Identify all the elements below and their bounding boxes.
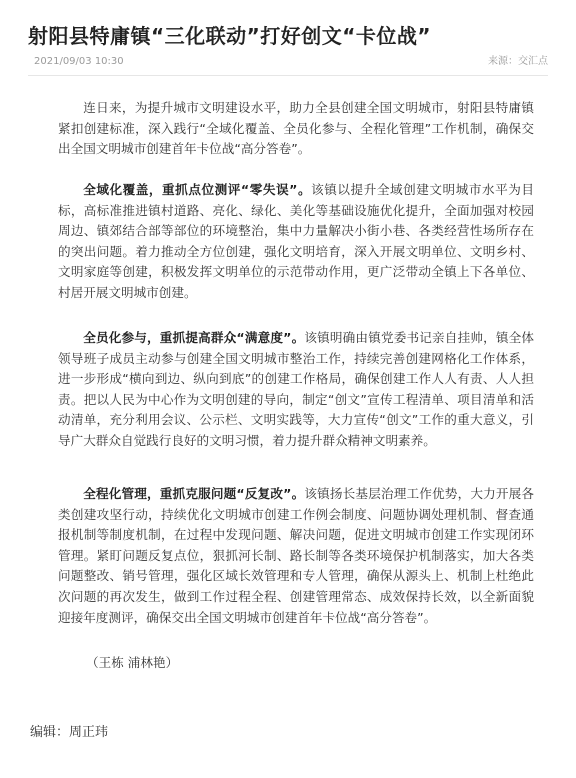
- paragraph-text: 该镇以提升全域创建文明城市水平为目标，高标准推进镇村道路、亮化、绿化、美化等基础设施优化提升，全面加强对校园周边、镇郊结合部等部位的环境整治，集中力量解决小街小巷、各类经营性场所存在的突出问题。着力推动全方位创建，强化文明培育，深入开展文明单位、文明乡村、文明家庭等创建，积极发挥文明单位的示范带动作用，更广泛带动全镇上下各单位、村居开展文明城市创建。: [58, 182, 534, 300]
- paragraph-lead: 全程化管理，重抓克服问题“反复改”。: [83, 486, 305, 501]
- paragraph-text: 该镇明确由镇党委书记亲自挂帅，镇全体领导班子成员主动参与创建全国文明城市整治工作，持续完善创建网格化工作体系，进一步形成“横向到边、纵向到底”的创建工作格局，确保创建工作人人有责、人人担责。把以人民为中心作为文明创建的导向，制定“创文”宣传工程清单、项目清单和活动清单，充分利用会议、公示栏、文明实践等，大力宣传“创文”工作的重大意义，引导广大群众自觉践行良好的文明习惯，着力提升群众精神文明素养。: [58, 330, 534, 448]
- author-signature: （王栋 浦林艳）: [86, 655, 179, 670]
- paragraph-full-coverage: [58, 180, 534, 304]
- article-source: 来源：交汇点: [488, 56, 548, 67]
- paragraph-text: 该镇扬长基层治理工作优势，大力开展各类创建攻坚行动，持续优化文明城市创建工作例会制度、问题协调处理机制、督查通报机制等制度机制，在过程中发现问题、解决问题，促进文明城市创建工作实现闭环管理。紧盯问题反复点位，狠抓河长制、路长制等各类环境保护机制落实，加大各类问题整改、销号管理，强化区域长效管理和专人管理，确保从源头上、机制上杜绝此次问题的再次发生，做到工作过程全程、创建管理常态、成效保持长效，以全新面貌迎接年度测评，确保交出全国文明城市创建首年卡位战“高分答卷”。: [58, 486, 534, 625]
- paragraph-lead: 全员化参与，重抓提高群众“满意度”。: [83, 330, 305, 345]
- editor-credit: 编辑：周正玮: [30, 725, 109, 740]
- article-meta: [28, 52, 548, 72]
- paragraph-full-process: [58, 484, 534, 628]
- paragraph-full-participation: [58, 328, 534, 452]
- paragraph-text: 连日来，为提升城市文明建设水平，助力全县创建全国文明城市，射阳县特庸镇紧扣创建标准，深入践行“全域化覆盖、全员化参与、全程化管理”工作机制，确保交出全国文明城市创建首年卡位战“高分答卷”。: [58, 100, 534, 157]
- paragraph-intro: [58, 98, 534, 160]
- publish-date: 2021/09/03 10:30: [34, 56, 124, 67]
- paragraph-lead: 全域化覆盖，重抓点位测评“零失误”。: [83, 182, 312, 197]
- header-divider: [28, 75, 548, 76]
- article-title: 射阳县特庸镇“三化联动”打好创文“卡位战”: [28, 24, 432, 49]
